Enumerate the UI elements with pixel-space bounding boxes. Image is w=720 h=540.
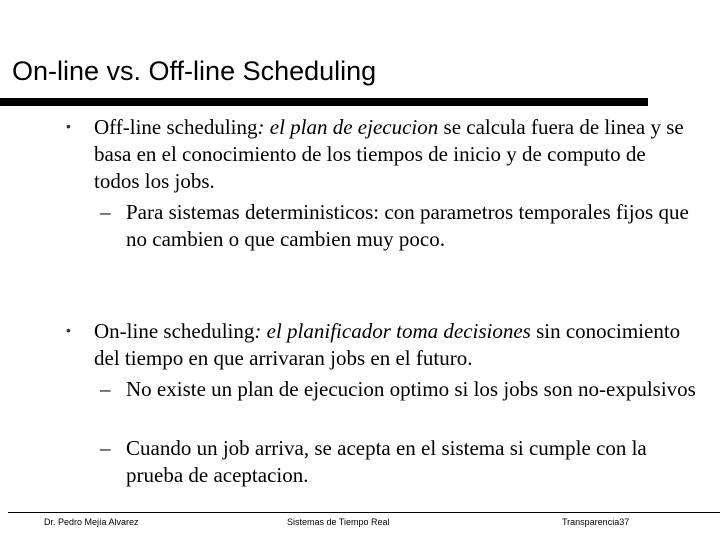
subbullet-acceptance	[100, 435, 696, 489]
subbullet-text: Cuando un job arriva, se acepta en el sistema si cumple con la prueba de aceptacion.	[126, 436, 647, 487]
bullet-offline: • Off-line scheduling: el plan de ejecucion se calcula fuera de linea y se basa en el conocimiento de los tiempos de inicio y de computo de todos los jobs.	[66, 115, 684, 193]
dash-icon: –	[100, 200, 111, 224]
footer-course: Sistemas de Tiempo Real	[287, 517, 390, 527]
bullet-online: • On-line scheduling: el planificador toma decisiones sin conocimiento del tiempo en que arrivaran jobs en el futuro.	[66, 319, 681, 370]
bullet-text: sin conocimiento del tiempo en que arrivaran jobs en el futuro.	[94, 319, 681, 370]
footer-slide-number: Transparencia37	[562, 517, 630, 527]
subbullet-text: No existe un plan de ejecucion optimo si los jobs son no-expulsivos	[126, 377, 696, 401]
bullet-icon: •	[66, 118, 71, 134]
subbullet-optimal-plan	[100, 376, 696, 403]
bullet-emphasis: el planificador toma decisiones	[266, 319, 531, 343]
subbullet-deterministic	[100, 199, 696, 253]
footer-divider	[8, 512, 720, 513]
slide-title: On-line vs. Off-line Scheduling	[12, 56, 377, 86]
bullet-icon: •	[66, 322, 71, 338]
subbullet-text: Para sistemas deterministicos: con parametros temporales fijos que no cambien o que cambien muy poco.	[126, 200, 689, 251]
dash-icon: –	[100, 436, 111, 460]
bullet-term: On-line scheduling	[94, 319, 255, 343]
bullet-emphasis: el plan de ejecucion	[269, 115, 439, 139]
bullet-text: se calcula fuera de linea y se basa en el conocimiento de los tiempos de inicio y de computo de todos los jobs.	[94, 115, 684, 193]
title-underline	[0, 98, 648, 106]
bullet-term: Off-line scheduling	[94, 115, 258, 139]
dash-icon: –	[100, 377, 111, 401]
footer-author: Dr. Pedro Mejía Alvarez	[44, 517, 139, 527]
